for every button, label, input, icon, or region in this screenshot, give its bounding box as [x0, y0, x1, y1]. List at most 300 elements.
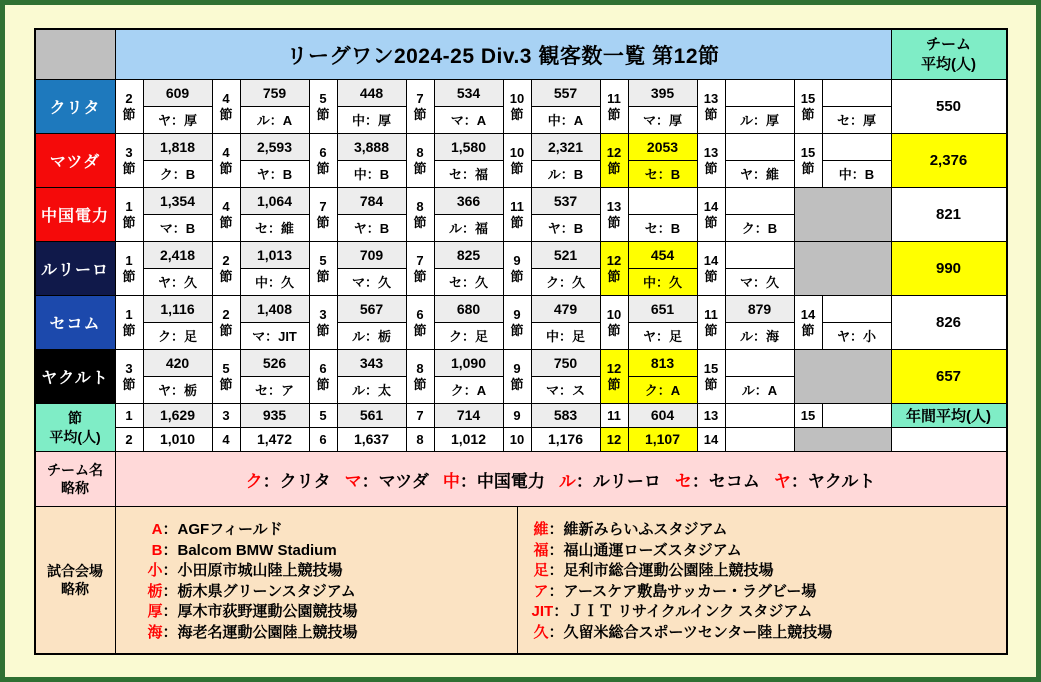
round-number: 4 [222, 90, 230, 106]
game-cell [435, 242, 504, 295]
attendance-cell: 825 [435, 242, 503, 269]
round-suffix-label: 節 [413, 268, 427, 284]
round-cell [698, 350, 726, 403]
team-name-cell: 中国電力 [36, 188, 116, 241]
round-cell [213, 134, 241, 187]
game-cell [726, 350, 795, 403]
attendance-cell [726, 80, 794, 107]
venue-legend-label-line2: 略称 [61, 581, 89, 597]
attendance-cell [726, 188, 794, 215]
game-cell [241, 188, 310, 241]
matchup-cell: マ：久 [726, 269, 794, 296]
game-cell [823, 80, 892, 133]
venue-entry [532, 582, 1006, 603]
game-cell [532, 80, 601, 133]
venue-legend-content [116, 507, 1006, 653]
round-cell [407, 350, 435, 403]
round-average-label [36, 404, 116, 451]
round-suffix-label: 節 [316, 376, 330, 392]
attendance-cell [823, 134, 891, 161]
attendance-cell: 534 [435, 80, 503, 107]
matchup-cell: ヤ：足 [629, 323, 697, 350]
venue-entry [146, 520, 517, 541]
round-number: 9 [513, 360, 521, 376]
venue-abbr: ア [533, 582, 549, 600]
round-suffix-label: 節 [510, 106, 524, 122]
round-suffix-label: 節 [122, 322, 136, 338]
attendance-cell: 521 [532, 242, 600, 269]
round-cell [601, 134, 629, 187]
matchup-cell: 中：足 [532, 323, 600, 350]
attendance-cell: 343 [338, 350, 406, 377]
round-suffix-label: 節 [122, 376, 136, 392]
venue-abbr: A [151, 521, 163, 538]
matchup-cell: セ：厚 [823, 107, 891, 134]
round-average-value: 604 [629, 404, 698, 427]
team-average-cell: 821 [892, 188, 1006, 241]
legend-name: ：ヤクルト [790, 471, 876, 491]
round-number-cell: 10 [504, 428, 532, 451]
attendance-cell [726, 350, 794, 377]
round-cell [116, 350, 144, 403]
game-cell [144, 242, 213, 295]
team-legend-row [36, 452, 1006, 507]
matchup-cell: マ：JIT [241, 323, 309, 350]
legend-name: ：中国電力 [459, 471, 545, 491]
round-cell [504, 350, 532, 403]
round-cell [116, 242, 144, 295]
attendance-cell: 1,090 [435, 350, 503, 377]
attendance-cell [726, 134, 794, 161]
attendance-cell: 651 [629, 296, 697, 323]
round-cell [407, 296, 435, 349]
attendance-cell [823, 80, 891, 107]
team-legend-label [36, 452, 116, 506]
round-number: 6 [416, 306, 424, 322]
round-suffix-label: 節 [607, 214, 621, 230]
matchup-cell: ル：B [532, 161, 600, 188]
round-average-value: 561 [338, 404, 407, 427]
attendance-cell [629, 188, 697, 215]
round-cell [213, 296, 241, 349]
round-number: 5 [222, 360, 230, 376]
legend-abbr: セ [674, 471, 692, 491]
round-number: 15 [703, 360, 719, 376]
round-cell [698, 80, 726, 133]
legend-abbr: ル [558, 471, 576, 491]
attendance-cell: 526 [241, 350, 309, 377]
round-cell [310, 80, 338, 133]
round-average-value: 714 [435, 404, 504, 427]
game-cell [726, 296, 795, 349]
attendance-cell: 1,013 [241, 242, 309, 269]
attendance-cell: 1,580 [435, 134, 503, 161]
game-cell [144, 350, 213, 403]
matchup-cell: ヤ：維 [726, 161, 794, 188]
legend-abbr: 中 [442, 471, 460, 491]
round-suffix-label: 節 [316, 268, 330, 284]
venue-entry [146, 541, 517, 562]
legend-name: ：クリタ [262, 471, 331, 491]
game-cell [726, 80, 795, 133]
round-average-value: 1,012 [435, 428, 504, 451]
matchup-cell: ル：栃 [338, 323, 406, 350]
round-suffix-label: 節 [219, 214, 233, 230]
round-suffix-label: 節 [413, 376, 427, 392]
team-average-cell: 990 [892, 242, 1006, 295]
attendance-cell: 454 [629, 242, 697, 269]
round-cell [698, 134, 726, 187]
matchup-cell: 中：A [532, 107, 600, 134]
matchup-cell: ヤ：B [241, 161, 309, 188]
round-number: 6 [319, 144, 327, 160]
round-cell [698, 188, 726, 241]
round-number-cell: 13 [698, 404, 726, 427]
game-cell [435, 296, 504, 349]
matchup-cell: セ：久 [435, 269, 503, 296]
attendance-cell: 813 [629, 350, 697, 377]
round-cell [504, 134, 532, 187]
team-rows-section [36, 80, 1006, 404]
game-cell [435, 80, 504, 133]
round-number-cell: 5 [310, 404, 338, 427]
team-average-header [892, 30, 1006, 79]
legend-name: ：セコム [691, 471, 760, 491]
round-number: 11 [510, 198, 524, 214]
round-number: 2 [222, 252, 230, 268]
round-number: 5 [319, 252, 327, 268]
round-number: 3 [319, 306, 327, 322]
game-cell [629, 350, 698, 403]
round-number: 12 [606, 252, 622, 268]
round-suffix-label: 節 [219, 376, 233, 392]
legend-entry [774, 467, 876, 492]
game-cell [629, 134, 698, 187]
game-cell [629, 188, 698, 241]
round-cell [601, 80, 629, 133]
game-cell [629, 296, 698, 349]
matchup-cell: ル：太 [338, 377, 406, 404]
round-average-value: 1,637 [338, 428, 407, 451]
round-suffix-label: 節 [607, 322, 621, 338]
round-number: 1 [125, 198, 133, 214]
round-number: 15 [800, 144, 816, 160]
matchup-cell: ヤ：栃 [144, 377, 212, 404]
matchup-cell: セ：B [629, 215, 697, 242]
matchup-cell: セ：維 [241, 215, 309, 242]
game-cell [532, 188, 601, 241]
round-average-value: 1,472 [241, 428, 310, 451]
venue-column-left [116, 507, 518, 653]
venue-abbr: JIT [531, 603, 554, 620]
matchup-cell: セ：ア [241, 377, 309, 404]
attendance-cell: 3,888 [338, 134, 406, 161]
attendance-cell: 567 [338, 296, 406, 323]
round-cell [504, 296, 532, 349]
round-suffix-label: 節 [510, 322, 524, 338]
matchup-cell: ル：福 [435, 215, 503, 242]
round-cell [407, 80, 435, 133]
round-cell [698, 242, 726, 295]
matchup-cell: セ：B [629, 161, 697, 188]
team-row [36, 80, 1006, 134]
team-average-header-line1: チーム [925, 36, 971, 53]
venue-abbr: B [151, 541, 163, 559]
game-cell [241, 296, 310, 349]
legend-abbr: ク [245, 471, 263, 491]
round-number: 1 [125, 252, 133, 268]
game-cell [823, 134, 892, 187]
round-suffix-label: 節 [607, 160, 621, 176]
attendance-cell: 366 [435, 188, 503, 215]
legend-abbr: ヤ [773, 471, 791, 491]
round-suffix-label: 節 [122, 160, 136, 176]
round-suffix-label: 節 [801, 322, 815, 338]
team-name-cell: マツダ [36, 134, 116, 187]
round-number: 11 [704, 306, 718, 322]
round-average-row-odd [116, 404, 892, 428]
round-number: 12 [606, 360, 622, 376]
game-cell [338, 296, 407, 349]
round-number: 7 [319, 198, 327, 214]
attendance-cell: 750 [532, 350, 600, 377]
game-cell [532, 242, 601, 295]
round-cell [601, 242, 629, 295]
attendance-cell [726, 242, 794, 269]
round-suffix-label: 節 [219, 322, 233, 338]
round-suffix-label: 節 [801, 106, 815, 122]
attendance-cell: 537 [532, 188, 600, 215]
attendance-cell: 557 [532, 80, 600, 107]
round-number: 6 [319, 360, 327, 376]
game-cell [823, 296, 892, 349]
round-suffix-label: 節 [413, 160, 427, 176]
venue-entry [146, 561, 517, 582]
round-suffix-label: 節 [316, 322, 330, 338]
venue-abbr: 維 [533, 521, 549, 538]
venue-name: ：Balcom BMW Stadium [162, 541, 337, 559]
round-suffix-label: 節 [122, 268, 136, 284]
round-suffix-label: 節 [704, 160, 718, 176]
round-number: 15 [800, 90, 816, 106]
round-number: 14 [703, 252, 719, 268]
venue-column-right [518, 507, 1006, 653]
attendance-cell: 2,418 [144, 242, 212, 269]
empty-slot-cell [795, 242, 892, 295]
round-average-label-line2: 平均(人) [49, 428, 101, 445]
attendance-cell: 1,354 [144, 188, 212, 215]
round-number: 3 [125, 144, 133, 160]
annual-average-value [892, 428, 1006, 451]
round-number: 12 [606, 144, 622, 160]
team-legend-label-line2: 略称 [61, 480, 89, 496]
attendance-cell: 879 [726, 296, 794, 323]
team-name-cell: セコム [36, 296, 116, 349]
legend-abbr: マ [344, 471, 362, 491]
round-number: 10 [509, 144, 525, 160]
round-cell [407, 242, 435, 295]
round-cell [310, 188, 338, 241]
game-cell [338, 350, 407, 403]
round-suffix-label: 節 [704, 322, 718, 338]
round-cell [310, 134, 338, 187]
team-row [36, 134, 1006, 188]
venue-entry [532, 623, 1006, 644]
round-cell [116, 296, 144, 349]
venue-name: ：アースケア敷島サッカー・ラグビー場 [548, 582, 817, 600]
game-cell [241, 134, 310, 187]
matchup-cell: ヤ：B [338, 215, 406, 242]
round-average-value: 1,107 [629, 428, 698, 451]
matchup-cell: ヤ：厚 [144, 107, 212, 134]
venue-name: ：栃木県グリーンスタジアム [162, 582, 356, 600]
round-suffix-label: 節 [122, 106, 136, 122]
round-suffix-label: 節 [413, 214, 427, 230]
attendance-cell: 1,408 [241, 296, 309, 323]
round-number-cell: 15 [795, 404, 823, 427]
matchup-cell: ル：厚 [726, 107, 794, 134]
annual-average-column [892, 404, 1006, 451]
legend-name: ：ルリーロ [575, 471, 661, 491]
matchup-cell: ク：B [144, 161, 212, 188]
game-cell [338, 242, 407, 295]
matchup-cell: マ：A [435, 107, 503, 134]
venue-name: ：海老名運動公園陸上競技場 [162, 623, 358, 641]
game-cell [144, 188, 213, 241]
round-suffix-label: 節 [801, 160, 815, 176]
round-number: 4 [222, 144, 230, 160]
round-number: 14 [800, 306, 816, 322]
matchup-cell: ル：A [241, 107, 309, 134]
matchup-cell: ク：足 [435, 323, 503, 350]
round-number-cell: 6 [310, 428, 338, 451]
legend-name: ：マツダ [361, 471, 429, 491]
round-cell [795, 296, 823, 349]
team-average-cell: 2,376 [892, 134, 1006, 187]
attendance-cell: 1,818 [144, 134, 212, 161]
attendance-cell: 2,321 [532, 134, 600, 161]
round-cell [504, 80, 532, 133]
game-cell [338, 188, 407, 241]
corner-cell [36, 30, 116, 79]
round-suffix-label: 節 [704, 268, 718, 284]
venue-abbr: 久 [533, 623, 549, 641]
round-cell [504, 242, 532, 295]
round-suffix-label: 節 [219, 106, 233, 122]
attendance-cell: 1,116 [144, 296, 212, 323]
venue-entry [532, 561, 1006, 582]
round-number: 13 [703, 90, 719, 106]
round-average-grid [116, 404, 892, 451]
team-row [36, 296, 1006, 350]
round-number: 10 [606, 306, 622, 322]
attendance-cell: 709 [338, 242, 406, 269]
attendance-cell: 2053 [629, 134, 697, 161]
venue-legend-label-line1: 試合会場 [47, 562, 103, 579]
attendance-cell: 448 [338, 80, 406, 107]
venue-name: ：小田原市城山陸上競技場 [162, 562, 343, 579]
matchup-cell: ル：A [726, 377, 794, 404]
legend-entry [345, 467, 429, 492]
attendance-cell: 420 [144, 350, 212, 377]
round-number: 1 [125, 306, 133, 322]
venue-abbr: 小 [147, 562, 163, 579]
round-number: 3 [125, 360, 133, 376]
game-cell [726, 242, 795, 295]
round-suffix-label: 節 [413, 322, 427, 338]
attendance-cell: 2,593 [241, 134, 309, 161]
matchup-cell: ル：海 [726, 323, 794, 350]
game-cell [532, 350, 601, 403]
round-average-value: 1,176 [532, 428, 601, 451]
game-cell [629, 80, 698, 133]
round-number-cell: 4 [213, 428, 241, 451]
round-suffix-label: 節 [316, 106, 330, 122]
legend-entry [443, 467, 545, 492]
round-cell [601, 188, 629, 241]
team-average-cell: 657 [892, 350, 1006, 403]
team-name-cell: ヤクルト [36, 350, 116, 403]
venue-name: ：ＪＩＴ リサイクルインク スタジアム [553, 603, 813, 620]
round-number-cell: 7 [407, 404, 435, 427]
matchup-cell: ク：久 [532, 269, 600, 296]
game-cell [726, 134, 795, 187]
round-average-section [36, 404, 1006, 452]
round-number: 10 [509, 90, 525, 106]
round-number-cell: 12 [601, 428, 629, 451]
round-number-cell: 1 [116, 404, 144, 427]
team-average-cell: 550 [892, 80, 1006, 133]
matchup-cell: ク：B [726, 215, 794, 242]
legend-entry [675, 467, 760, 492]
team-legend-label-line1: チーム名 [47, 461, 103, 478]
round-cell [698, 296, 726, 349]
attendance-cell [823, 296, 891, 323]
round-cell [116, 134, 144, 187]
round-average-value: 935 [241, 404, 310, 427]
round-number: 11 [607, 90, 621, 106]
round-number: 9 [513, 306, 521, 322]
empty-slot-cell [795, 188, 892, 241]
round-number: 2 [222, 306, 230, 322]
round-suffix-label: 節 [704, 376, 718, 392]
round-cell [116, 188, 144, 241]
round-average-value: 1,010 [144, 428, 213, 451]
round-average-value [726, 404, 795, 427]
venue-entry [146, 582, 517, 603]
round-suffix-label: 節 [413, 106, 427, 122]
venue-entry [146, 623, 517, 644]
round-number: 2 [125, 90, 133, 106]
round-suffix-label: 節 [510, 214, 524, 230]
team-row [36, 242, 1006, 296]
round-suffix-label: 節 [122, 214, 136, 230]
game-cell [241, 242, 310, 295]
round-average-label-line1: 節 [68, 410, 82, 427]
round-cell [213, 350, 241, 403]
venue-name: ：厚木市荻野運動公園競技場 [162, 603, 358, 620]
venue-name: ：足利市総合運動公園陸上競技場 [548, 562, 774, 579]
matchup-cell: 中：B [823, 161, 891, 188]
round-cell [310, 242, 338, 295]
team-row [36, 188, 1006, 242]
attendance-cell: 680 [435, 296, 503, 323]
round-suffix-label: 節 [219, 160, 233, 176]
game-cell [726, 188, 795, 241]
attendance-cell: 479 [532, 296, 600, 323]
team-name-cell: クリタ [36, 80, 116, 133]
matchup-cell: 中：厚 [338, 107, 406, 134]
